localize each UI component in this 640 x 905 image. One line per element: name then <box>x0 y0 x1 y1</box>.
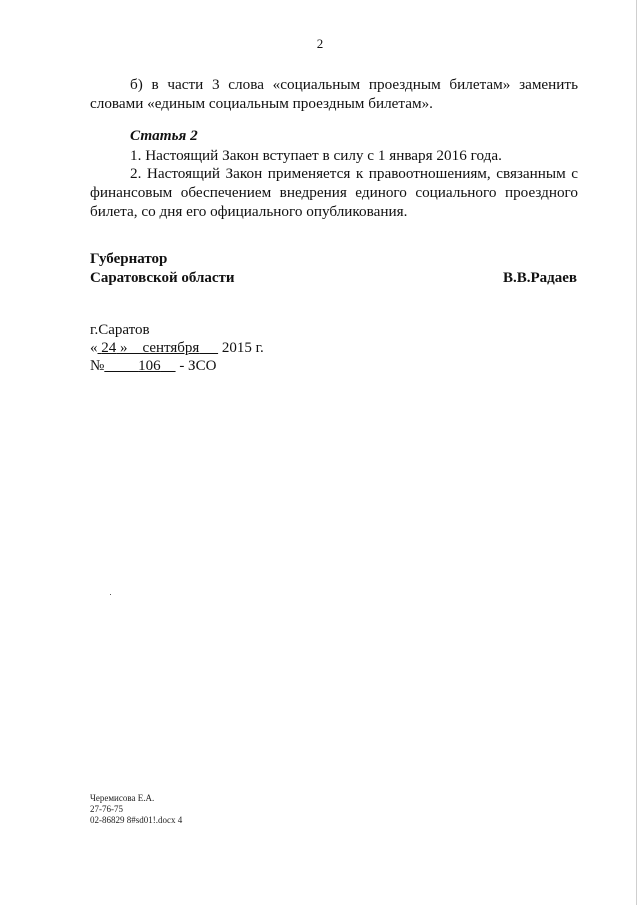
paragraph-effective-date: 1. Настоящий Закон вступает в силу с 1 января 2016 года. <box>130 147 502 164</box>
date-open-quote: « <box>90 340 98 356</box>
date-day: 24 <box>101 340 117 356</box>
date-line <box>90 339 264 357</box>
signature-name: В.В.Радаев <box>502 270 577 286</box>
number-prefix: № <box>90 358 105 374</box>
date-month: сентября <box>142 340 200 356</box>
paragraph-amendment: б) в части 3 слова «социальным проездным билетам» заменить словами «единым социальным проездным билетам». <box>90 76 578 112</box>
signature-title-line2: Саратовской области <box>90 270 235 286</box>
footer-phone: 27-76-75 <box>90 804 123 814</box>
city: г.Саратов <box>90 322 150 338</box>
article-title: Статья 2 <box>130 127 198 144</box>
page-number: 2 <box>316 36 324 51</box>
date-close-quote: » <box>120 340 128 356</box>
document-number: 106 <box>138 358 161 374</box>
page-edge <box>636 0 637 905</box>
date-year: 2015 г. <box>221 340 264 356</box>
footer-file: 02-86829 8#sd01!.docx 4 <box>90 815 183 825</box>
signature-title-line1: Губернатор <box>90 251 168 267</box>
paragraph-application: 2. Настоящий Закон применяется к правоотношениям, связанным с финансовым обеспечением внедрения единого социального проездного билета, со дня его официального опубликования. <box>90 165 578 220</box>
number-line <box>90 357 216 375</box>
number-suffix: - ЗСО <box>179 358 217 374</box>
scan-speck <box>110 594 111 595</box>
footer-author: Черемисова Е.А. <box>90 793 155 803</box>
